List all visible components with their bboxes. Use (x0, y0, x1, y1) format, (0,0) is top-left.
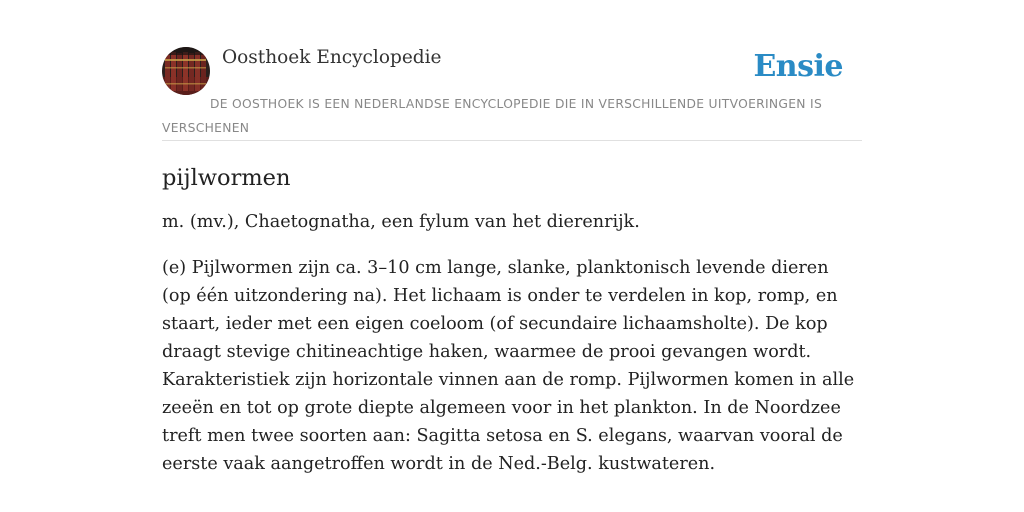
site-name[interactable]: Oosthoek Encyclopedie (222, 47, 442, 68)
article (162, 160, 862, 478)
article-title: pijlwormen (162, 165, 291, 191)
brand-logo[interactable]: Ensie (753, 49, 843, 84)
site-tagline: DE OOSTHOEK IS EEN NEDERLANDSE ENCYCLOPEDIE DIE IN VERSCHILLENDE UITVOERINGEN IS VERSCHENEN (162, 97, 823, 135)
article-body: (e) Pijlwormen zijn ca. 3–10 cm lange, slanke, planktonisch levende dieren (op één uitzondering na). Het lichaam is onder te verdelen in kop, romp, en staart, ieder met een eigen coeloom (of secundaire lichaamsholte). De kop draagt stevige chitineachtige haken, waarmee de prooi gevangen wordt. Karakteristiek zijn horizontale vinnen aan de romp. Pijlwormen komen in alle zeeën en tot op grote diepte algemeen voor in het plankton. In de Noordzee treft men twee soorten aan: Sagitta setosa en S. elegans, waarvan vooral de eerste vaak aangetroffen wordt in de Ned.-Belg. kustwateren. (162, 258, 855, 474)
avatar[interactable] (162, 47, 210, 95)
article-definition: m. (mv.), Chaetognatha, een fylum van het dierenrijk. (162, 212, 640, 232)
encyclopedia-books-icon (162, 47, 210, 95)
header (162, 46, 862, 141)
